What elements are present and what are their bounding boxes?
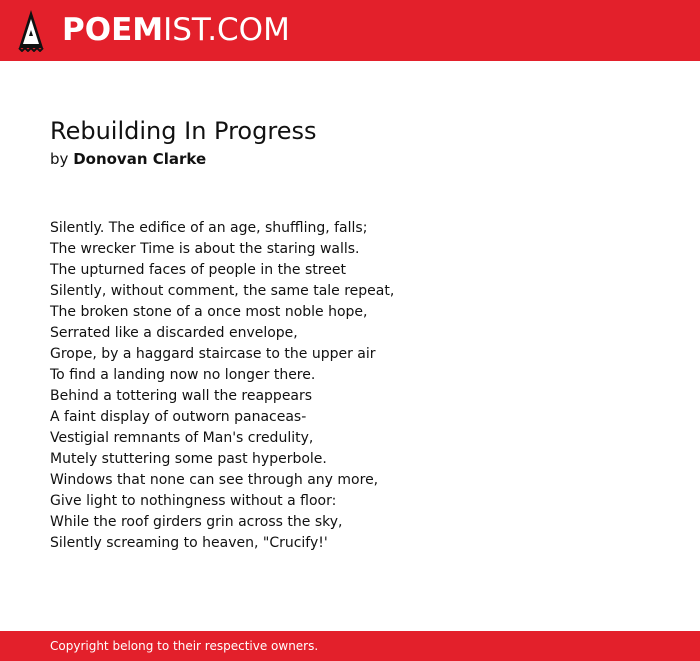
poem-line: Mutely stuttering some past hyperbole. bbox=[50, 451, 327, 467]
poem-line: A faint display of outworn panaceas- bbox=[50, 409, 307, 425]
byline bbox=[50, 148, 206, 170]
poem-line: The upturned faces of people in the street bbox=[50, 262, 346, 278]
poem-line: Silently, without comment, the same tale repeat, bbox=[50, 283, 395, 299]
poem-line: Windows that none can see through any more, bbox=[50, 472, 379, 488]
by-label: by bbox=[50, 150, 69, 168]
poem-line: Silently. The edifice of an age, shuffling, falls; bbox=[50, 220, 368, 236]
site-footer bbox=[0, 631, 700, 661]
poem-line: Grope, by a haggard staircase to the upper air bbox=[50, 346, 376, 362]
logo-text-bold: POEM bbox=[62, 12, 164, 48]
poem-line: Vestigial remnants of Man's credulity, bbox=[50, 430, 314, 446]
poem-line: While the roof girders grin across the sky, bbox=[50, 514, 343, 530]
poem-line: The wrecker Time is about the staring walls. bbox=[50, 241, 360, 257]
poem-line: The broken stone of a once most noble hope, bbox=[50, 304, 368, 320]
poem-line: Serrated like a discarded envelope, bbox=[50, 325, 298, 341]
poem-line: Behind a tottering wall the reappears bbox=[50, 388, 313, 404]
pencil-logo-icon[interactable] bbox=[18, 10, 44, 52]
poem-title: Rebuilding In Progress bbox=[50, 117, 317, 145]
site-logo-link[interactable] bbox=[62, 12, 290, 48]
logo-text-light: IST.COM bbox=[163, 12, 290, 48]
poem-line: Silently screaming to heaven, "Crucify!' bbox=[50, 535, 328, 551]
poem-body bbox=[50, 218, 650, 554]
site-header bbox=[0, 0, 700, 61]
author-name: Donovan Clarke bbox=[73, 150, 207, 168]
poem-line: Give light to nothingness without a floor: bbox=[50, 493, 337, 509]
poem-line: To find a landing now no longer there. bbox=[50, 367, 316, 383]
copyright-text: Copyright belong to their respective owners. bbox=[50, 639, 319, 653]
